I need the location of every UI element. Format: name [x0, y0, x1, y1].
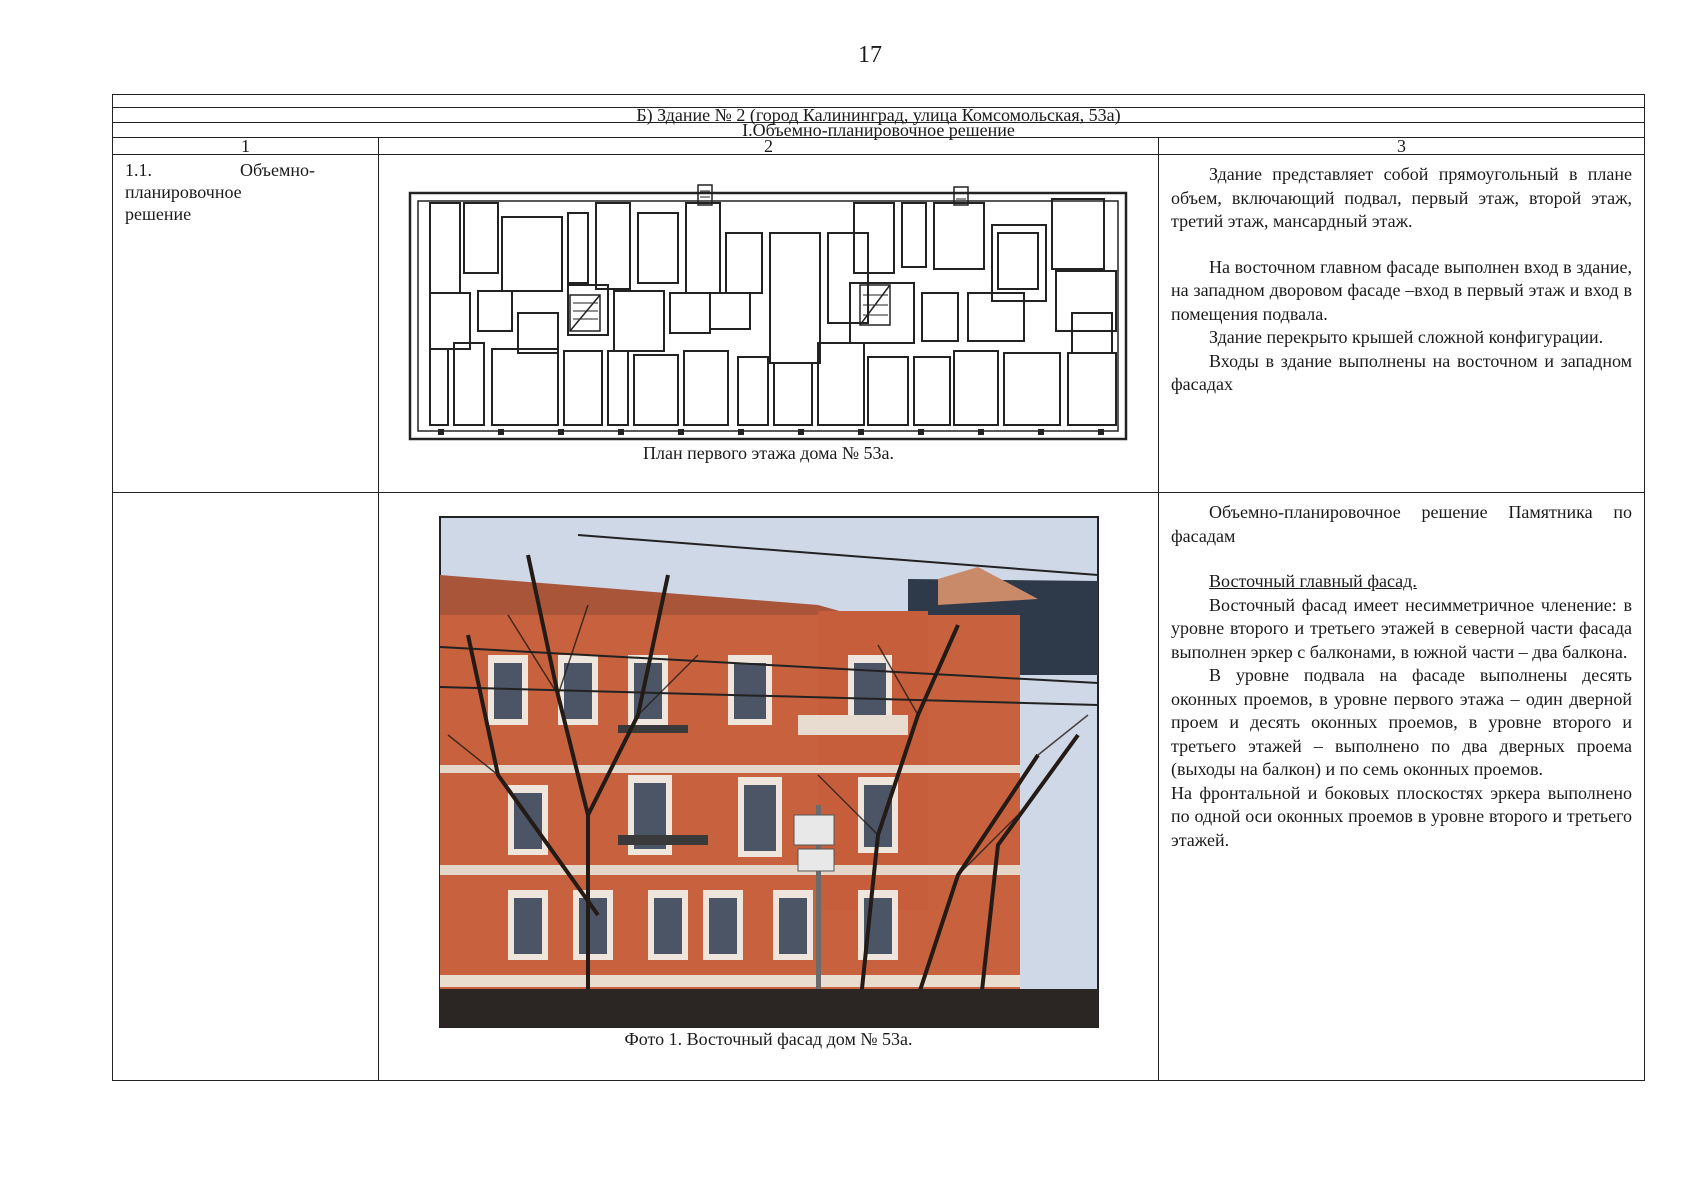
row-label-word: Объемно- [239, 160, 315, 180]
floor-plan-caption: План первого этажа дома № 53а. [643, 443, 894, 463]
floor-plan-drawing [408, 173, 1130, 443]
column-number-2: 2 [379, 138, 1159, 155]
column-numbers-row [113, 138, 1645, 155]
table-row [113, 155, 1645, 493]
floor-plan-svg [408, 173, 1130, 443]
paragraph: Здание представляет собой прямоугольный в плане объем, включающий подвал, первый этаж, второй этаж, третий этаж, мансардный этаж. [1171, 164, 1633, 231]
row-label-line2: планировочное [125, 182, 242, 202]
row-label-line3: решение [125, 204, 192, 224]
description-cell [1159, 155, 1645, 493]
paragraph: В уровне подвала на фасаде выполнены десять оконных проемов, в уровне первого этажа – один дверной проем и десять оконных проемов, в уровне второго и третьего этажей – выполнено по два дверных проема (выходы на балкон) и по семь оконных проемов. [1171, 665, 1633, 779]
table-row [113, 493, 1645, 1081]
paragraph: Входы в здание выполнены на восточном и западном фасадах [1171, 350, 1633, 394]
column-number-1: 1 [113, 138, 379, 155]
document-table [112, 94, 1645, 1081]
facade-description-cell [1159, 493, 1645, 1081]
photo-cell [379, 493, 1159, 1081]
column-number-3: 3 [1159, 138, 1645, 155]
floor-plan-cell [379, 155, 1159, 493]
photo-caption: Фото 1. Восточный фасад дом № 53а. [624, 1029, 913, 1049]
empty-label-cell [113, 493, 379, 1081]
row-label-cell [113, 155, 379, 493]
facade-photo-svg [438, 515, 1100, 1029]
paragraph: На восточном главном фасаде выполнен вход в здание, на западном дворовом фасаде –вход в первый этаж и вход в помещения подвала. [1171, 256, 1633, 324]
paragraph: Объемно-планировочное решение Памятника по фасадам [1171, 502, 1633, 546]
paragraph: На фронтальной и боковых плоскостях эркера выполнено по одной оси оконных проемов в уровне второго и третьего этажей. [1171, 782, 1633, 850]
section-heading: I.Объемно-планировочное решение [113, 123, 1645, 138]
row-number: 1.1. [125, 160, 152, 180]
page-number: 17 [858, 42, 882, 68]
subheading: Восточный главный фасад. [1209, 571, 1417, 591]
table-section-row [113, 123, 1645, 138]
table-title: Б) Здание № 2 (город Калининград, улица Комсомольская, 53а) [113, 108, 1645, 123]
paragraph: Восточный фасад имеет несимметричное членение: в уровне второго и третьего этажей в северной части фасада выполнен эркер с балконами, в южной части – два балкона. [1171, 594, 1633, 662]
facade-photo [438, 515, 1100, 1029]
paragraph: Здание перекрыто крышей сложной конфигурации. [1209, 327, 1604, 347]
